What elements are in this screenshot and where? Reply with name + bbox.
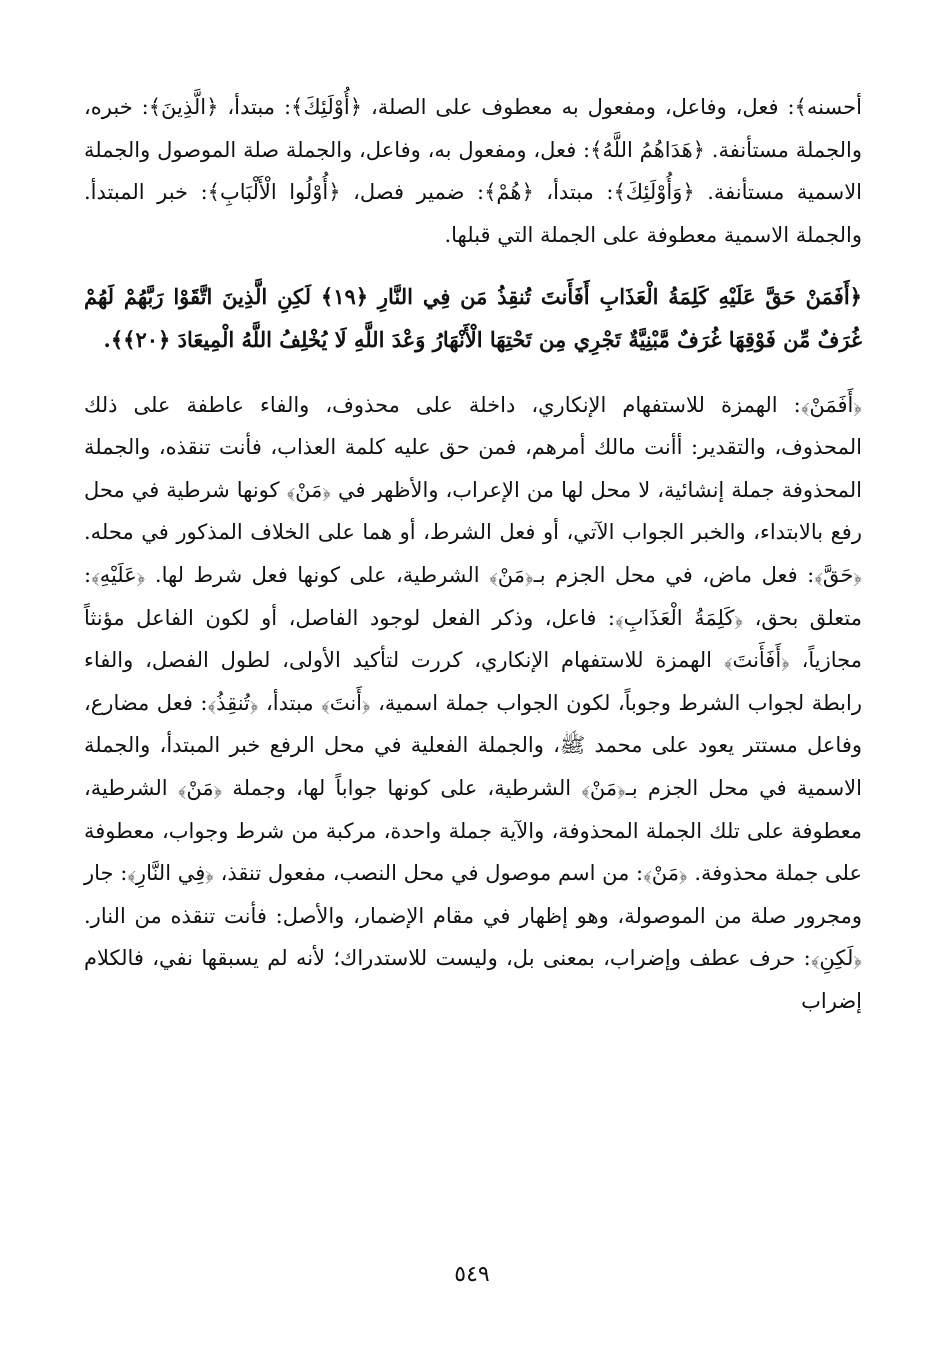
- paragraph-grammar-analysis: ﴿أَفَمَنْ﴾: الهمزة للاستفهام الإنكاري، داخلة على محذوف، والفاء عاطفة على ذلك المحذوف، والتقدير: أأنت مالك أمرهم، فمن حق عليه كلمة العذاب، فأنت تنقذه، والجملة المحذوفة جملة إنشائية، لا محل لها من الإعراب، والأظهر في ﴿مَنْ﴾ كونها شرطية في محل رفع بالابتداء، والخبر الجواب الآتي، أو فعل الشرط، أو هما على الخلاف المذكور في محله. ﴿حَقَّ﴾: فعل ماض، في محل الجزم بـ﴿مَنْ﴾ الشرطية، على كونها فعل شرط لها. ﴿عَلَيْهِ﴾: متعلق بحق، ﴿كَلِمَةُ الْعَذَابِ﴾: فاعل، وذكر الفعل لوجود الفاصل، أو لكون الفاعل مؤنثاً مجازياً، ﴿أَفَأَنتَ﴾ الهمزة للاستفهام الإنكاري، كررت لتأكيد الأولى، لطول الفصل، والفاء رابطة لجواب الشرط وجوباً، لكون الجواب جملة اسمية، ﴿أَنتَ﴾ مبتدأ، ﴿تُنقِذُ﴾: فعل مضارع، وفاعل مستتر يعود على محمد ﷺ، والجملة الفعلية في محل الرفع خبر المبتدأ، والجملة الاسمية في محل الجزم بـ﴿مَنْ﴾ الشرطية، على كونها جواباً لها، وجملة ﴿مَنْ﴾ الشرطية، معطوفة على تلك الجملة المحذوفة، والآية جملة واحدة، مركبة من شرط وجواب، معطوفة على جملة محذوفة. ﴿مَنْ﴾: من اسم موصول في محل النصب، مفعول تنقذ، ﴿فِي النَّارِ﴾: جار ومجرور صلة من الموصولة، وهو إظهار في مقام الإضمار، والأصل: فأنت تنقذه من النار. ﴿لَكِنِ﴾: حرف عطف وإضراب، بمعنى بل، وليست للاستدراك؛ لأنه لم يسبقها نفي، فالكلام إضراب: [84, 392, 862, 1013]
- page-number: ٥٤٩: [454, 1262, 490, 1287]
- paragraph-continuation: أحسنه﴾: فعل، وفاعل، ومفعول به معطوف على الصلة، ﴿أُوْلَئِكَ﴾: مبتدأ، ﴿الَّذِينَ﴾: خبره، والجملة مستأنفة. ﴿هَدَاهُمُ اللَّهُ﴾: فعل، ومفعول به، وفاعل، والجملة صلة الموصول والجملة الاسمية مستأنفة. ﴿وَأُوْلَئِكَ﴾: مبتدأ، ﴿هُمْ﴾: ضمير فصل، ﴿أُوْلُوا الْأَلْبَابِ﴾: خبر المبتدأ. والجملة الاسمية معطوفة على الجملة التي قبلها.: [84, 95, 862, 247]
- quran-verse: ﴿أَفَمَنْ حَقَّ عَلَيْهِ كَلِمَةُ الْعَذَابِ أَفَأَنتَ تُنقِذُ مَن فِي النَّارِ ﴿١٩﴾ لَكِنِ الَّذِينَ اتَّقَوْا رَبَّهُمْ لَهُمْ غُرَفٌ مِّن فَوْقِهَا غُرَفٌ مَّبْنِيَّةٌ تَجْرِي مِن تَحْتِهَا الْأَنْهَارُ وَعْدَ اللَّهِ لَا يُخْلِفُ اللَّهُ الْمِيعَادَ ﴿٢٠﴾﴾.: [84, 284, 862, 352]
- spacer: [84, 256, 862, 276]
- page-body: [84, 86, 862, 1022]
- spacer: [84, 362, 862, 384]
